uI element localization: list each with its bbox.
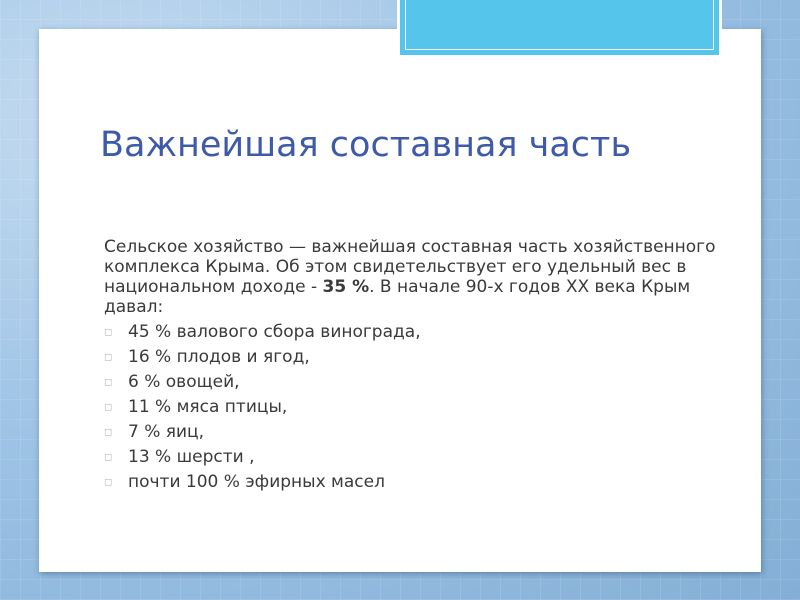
list-item-text: 11 % мяса птицы,: [128, 397, 288, 417]
list-item-text: 45 % валового сбора винограда,: [128, 322, 421, 342]
bullet-icon: ◻: [104, 427, 113, 438]
list-item-text: почти 100 % эфирных масел: [128, 472, 385, 492]
list-item: [104, 370, 724, 395]
list-item-text: 6 % овощей,: [128, 372, 240, 392]
intro-text-end: . В начале 90-х годов ХХ века Крым давал:: [104, 277, 691, 317]
list-item: [104, 320, 724, 345]
bullet-list: [104, 320, 724, 495]
list-item: [104, 445, 724, 470]
list-item: [104, 345, 724, 370]
accent-header-box: [397, 0, 722, 58]
list-item: [104, 395, 724, 420]
bullet-icon: ◻: [104, 402, 113, 413]
intro-text: Сельское хозяйство — важнейшая составная часть хозяйственного комплекса Крыма. Об этом свидетельствует его удельный вес в национальном доходе -: [104, 237, 716, 297]
intro-highlight: 35 %: [322, 277, 370, 297]
bullet-icon: ◻: [104, 477, 113, 488]
list-item-text: 7 % яиц,: [128, 422, 205, 442]
list-item: [104, 420, 724, 445]
slide-body: [104, 237, 724, 495]
bullet-icon: ◻: [104, 327, 113, 338]
bullet-icon: ◻: [104, 377, 113, 388]
list-item: [104, 470, 724, 495]
list-item-text: 16 % плодов и ягод,: [128, 347, 310, 367]
slide-title: Важнейшая составная часть: [100, 125, 632, 165]
list-item-text: 13 % шерсти ,: [128, 447, 255, 467]
intro-paragraph: [104, 237, 724, 317]
bullet-icon: ◻: [104, 452, 113, 463]
bullet-icon: ◻: [104, 352, 113, 363]
